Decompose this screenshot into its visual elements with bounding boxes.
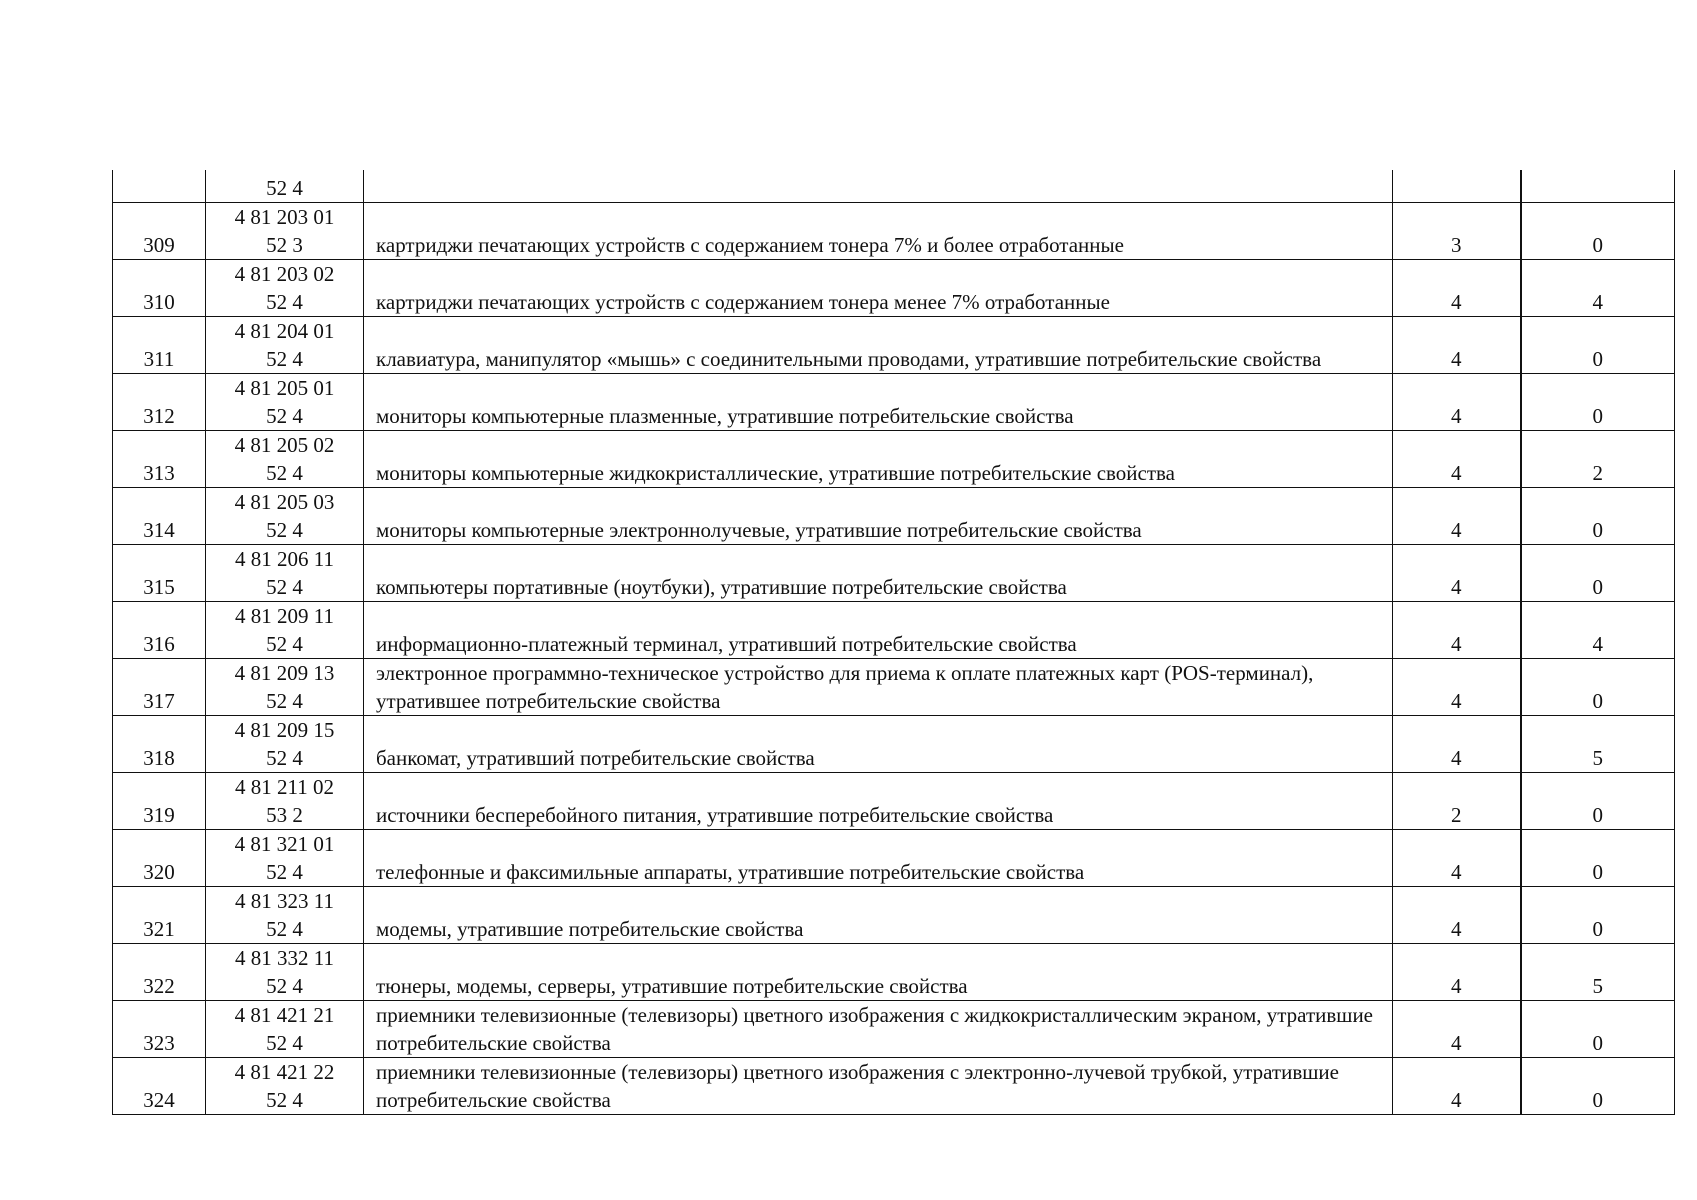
code-line-2: 52 4 xyxy=(266,689,303,713)
quantity-cell: 5 xyxy=(1521,944,1675,1001)
code-line-1: 4 81 332 11 xyxy=(235,946,334,970)
code-line-2: 52 4 xyxy=(266,575,303,599)
waste-name: компьютеры портативные (ноутбуки), утратившие потребительские свойства xyxy=(376,575,1067,599)
quantity-cell: 0 xyxy=(1521,773,1675,830)
table-row xyxy=(113,1001,1675,1058)
quantity-cell: 0 xyxy=(1521,1001,1675,1058)
code-cell xyxy=(206,602,364,659)
quantity-cell: 0 xyxy=(1521,887,1675,944)
quantity-cell: 5 xyxy=(1521,716,1675,773)
hazard-class-cell: 4 xyxy=(1393,830,1521,887)
row-number-cell: 314 xyxy=(113,488,206,545)
code-line-2: 52 4 xyxy=(266,632,303,656)
code-line-1: 4 81 203 02 xyxy=(234,262,335,286)
code-cell xyxy=(206,431,364,488)
code-line-1: 4 81 205 03 xyxy=(234,490,335,514)
row-number-cell: 318 xyxy=(113,716,206,773)
name-cell xyxy=(364,545,1393,602)
table-row xyxy=(113,260,1675,317)
code-cell xyxy=(206,944,364,1001)
row-number-cell: 311 xyxy=(113,317,206,374)
name-cell xyxy=(364,830,1393,887)
quantity-cell: 2 xyxy=(1521,431,1675,488)
hazard-class-cell: 2 xyxy=(1393,773,1521,830)
row-number-cell: 309 xyxy=(113,203,206,260)
code-cell xyxy=(206,773,364,830)
code-line-2: 53 2 xyxy=(266,803,303,827)
row-number-cell: 310 xyxy=(113,260,206,317)
table-row xyxy=(113,602,1675,659)
code-line-1: 4 81 209 13 xyxy=(234,661,335,685)
waste-name: картриджи печатающих устройств с содержанием тонера 7% и более отработанные xyxy=(376,233,1124,257)
row-number-cell xyxy=(113,170,206,203)
code-cell xyxy=(206,488,364,545)
code-line-2: 52 4 xyxy=(266,404,303,428)
code-line-2: 52 4 xyxy=(266,1031,303,1055)
waste-name: мониторы компьютерные плазменные, утратившие потребительские свойства xyxy=(376,404,1074,428)
name-cell xyxy=(364,203,1393,260)
waste-name: тюнеры, модемы, серверы, утратившие потребительские свойства xyxy=(376,974,968,998)
hazard-class-cell: 4 xyxy=(1393,488,1521,545)
code-cell xyxy=(206,260,364,317)
table-row xyxy=(113,944,1675,1001)
code-line-1: 4 81 209 11 xyxy=(235,604,334,628)
table-row xyxy=(113,659,1675,716)
waste-name: мониторы компьютерные жидкокристаллические, утратившие потребительские свойства xyxy=(376,461,1175,485)
row-number-cell: 321 xyxy=(113,887,206,944)
code-line-2: 52 3 xyxy=(266,233,303,257)
quantity-cell: 0 xyxy=(1521,317,1675,374)
quantity-cell: 0 xyxy=(1521,1058,1675,1115)
quantity-cell xyxy=(1521,170,1675,203)
waste-name: приемники телевизионные (телевизоры) цветного изображения с электронно-лучевой трубкой, утратившие потребительские свойства xyxy=(376,1060,1339,1112)
quantity-cell: 0 xyxy=(1521,488,1675,545)
name-cell xyxy=(364,431,1393,488)
code-line-2: 52 4 xyxy=(266,974,303,998)
hazard-class-cell: 4 xyxy=(1393,431,1521,488)
code-line-1: 4 81 206 11 xyxy=(235,547,334,571)
code-line-1: 4 81 204 01 xyxy=(234,319,335,343)
table-row xyxy=(113,773,1675,830)
code-cell xyxy=(206,659,364,716)
code-cell xyxy=(206,374,364,431)
code-line-1: 4 81 203 01 xyxy=(234,205,335,229)
row-number-cell: 313 xyxy=(113,431,206,488)
code-line-2: 52 4 xyxy=(266,1088,303,1112)
name-cell xyxy=(364,260,1393,317)
row-number-cell: 324 xyxy=(113,1058,206,1115)
quantity-cell: 0 xyxy=(1521,545,1675,602)
code-line-2: 52 4 xyxy=(266,746,303,770)
name-cell xyxy=(364,1001,1393,1058)
quantity-cell: 0 xyxy=(1521,830,1675,887)
code-cell xyxy=(206,830,364,887)
code-line-1: 4 81 205 01 xyxy=(234,376,335,400)
name-cell xyxy=(364,887,1393,944)
hazard-class-cell: 4 xyxy=(1393,716,1521,773)
row-number-cell: 323 xyxy=(113,1001,206,1058)
name-cell xyxy=(364,374,1393,431)
table-row xyxy=(113,374,1675,431)
row-number-cell: 319 xyxy=(113,773,206,830)
code-line-1: 4 81 323 11 xyxy=(235,889,334,913)
table-body xyxy=(113,170,1675,1115)
hazard-class-cell: 4 xyxy=(1393,887,1521,944)
hazard-class-cell: 4 xyxy=(1393,260,1521,317)
code-cell xyxy=(206,170,364,203)
code-line-2: 52 4 xyxy=(266,461,303,485)
code-cell xyxy=(206,1001,364,1058)
code-line-1: 4 81 321 01 xyxy=(234,832,335,856)
code-line-1: 4 81 421 21 xyxy=(234,1003,335,1027)
waste-name: мониторы компьютерные электроннолучевые, утратившие потребительские свойства xyxy=(376,518,1142,542)
hazard-class-cell: 4 xyxy=(1393,602,1521,659)
row-number-cell: 317 xyxy=(113,659,206,716)
hazard-class-cell: 4 xyxy=(1393,317,1521,374)
hazard-class-cell: 4 xyxy=(1393,374,1521,431)
code-line-2: 52 4 xyxy=(266,860,303,884)
code-line-1: 4 81 421 22 xyxy=(234,1060,335,1084)
quantity-cell: 0 xyxy=(1521,203,1675,260)
name-cell xyxy=(364,602,1393,659)
table-row xyxy=(113,830,1675,887)
code-line-2: 52 4 xyxy=(266,176,303,200)
hazard-class-cell: 4 xyxy=(1393,1058,1521,1115)
code-cell xyxy=(206,887,364,944)
row-number-cell: 322 xyxy=(113,944,206,1001)
code-line-1: 4 81 211 02 xyxy=(235,775,334,799)
table-row xyxy=(113,716,1675,773)
quantity-cell: 0 xyxy=(1521,374,1675,431)
waste-name: телефонные и факсимильные аппараты, утратившие потребительские свойства xyxy=(376,860,1085,884)
name-cell xyxy=(364,944,1393,1001)
table-row xyxy=(113,317,1675,374)
code-line-2: 52 4 xyxy=(266,290,303,314)
quantity-cell: 4 xyxy=(1521,260,1675,317)
row-number-cell: 312 xyxy=(113,374,206,431)
table-row xyxy=(113,203,1675,260)
waste-name: электронное программно-техническое устройство для приема к оплате платежных карт (POS-терминал), утратившее потребительские свойства xyxy=(376,661,1314,713)
table-row xyxy=(113,488,1675,545)
waste-name: информационно-платежный терминал, утративший потребительские свойства xyxy=(376,632,1077,656)
table-row xyxy=(113,545,1675,602)
name-cell xyxy=(364,488,1393,545)
hazard-class-cell: 4 xyxy=(1393,944,1521,1001)
code-line-2: 52 4 xyxy=(266,518,303,542)
name-cell xyxy=(364,170,1393,203)
waste-name: источники бесперебойного питания, утратившие потребительские свойства xyxy=(376,803,1054,827)
code-line-2: 52 4 xyxy=(266,347,303,371)
code-cell xyxy=(206,545,364,602)
code-line-2: 52 4 xyxy=(266,917,303,941)
hazard-class-cell xyxy=(1393,170,1521,203)
waste-name: приемники телевизионные (телевизоры) цветного изображения с жидкокристаллическим экраном, утратившие потребительские свойства xyxy=(376,1003,1374,1055)
waste-name: банкомат, утративший потребительские свойства xyxy=(376,746,815,770)
code-cell xyxy=(206,317,364,374)
quantity-cell: 0 xyxy=(1521,659,1675,716)
hazard-class-cell: 4 xyxy=(1393,1001,1521,1058)
name-cell xyxy=(364,659,1393,716)
hazard-class-cell: 4 xyxy=(1393,659,1521,716)
waste-name: клавиатура, манипулятор «мышь» с соединительными проводами, утратившие потребительские свойства xyxy=(376,347,1322,371)
code-line-1: 4 81 209 15 xyxy=(234,718,335,742)
name-cell xyxy=(364,773,1393,830)
waste-table xyxy=(112,170,1675,1115)
waste-name: картриджи печатающих устройств с содержанием тонера менее 7% отработанные xyxy=(376,290,1110,314)
row-number-cell: 315 xyxy=(113,545,206,602)
code-line-1: 4 81 205 02 xyxy=(234,433,335,457)
row-number-cell: 320 xyxy=(113,830,206,887)
table-row xyxy=(113,887,1675,944)
code-cell xyxy=(206,716,364,773)
table-row xyxy=(113,431,1675,488)
name-cell xyxy=(364,317,1393,374)
waste-name: модемы, утратившие потребительские свойства xyxy=(376,917,804,941)
hazard-class-cell: 4 xyxy=(1393,545,1521,602)
continuation-row xyxy=(113,170,1675,203)
code-cell xyxy=(206,203,364,260)
name-cell xyxy=(364,1058,1393,1115)
name-cell xyxy=(364,716,1393,773)
row-number-cell: 316 xyxy=(113,602,206,659)
quantity-cell: 4 xyxy=(1521,602,1675,659)
code-cell xyxy=(206,1058,364,1115)
table-row xyxy=(113,1058,1675,1115)
hazard-class-cell: 3 xyxy=(1393,203,1521,260)
